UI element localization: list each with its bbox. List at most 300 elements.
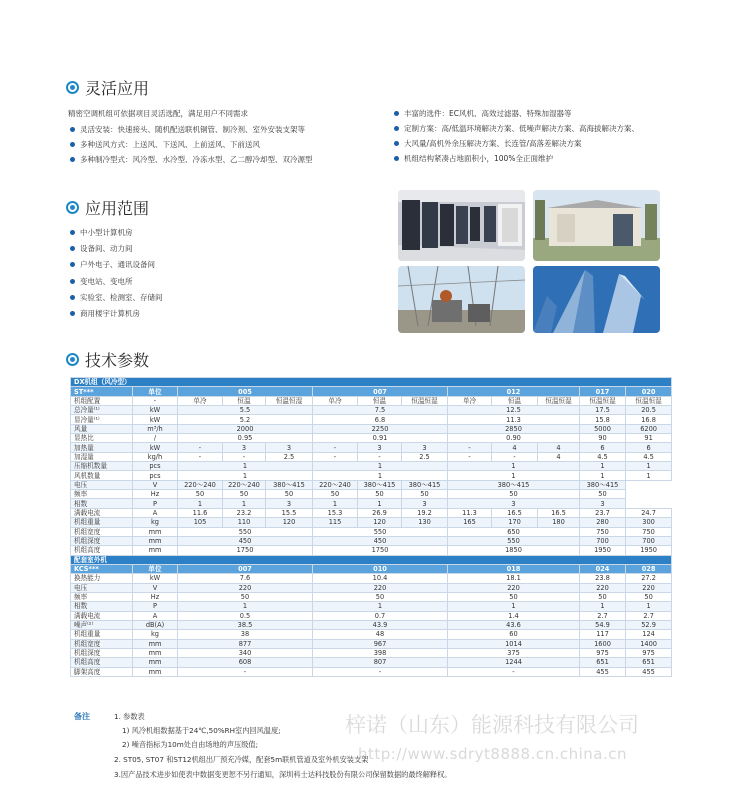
table-cell: 3 bbox=[266, 499, 313, 508]
table-cell: 0.7 bbox=[313, 611, 448, 620]
table-header-row bbox=[71, 387, 672, 396]
list-item: 多种送风方式：上送风、下送风、上前送风、下前送风 bbox=[68, 137, 313, 152]
note-line: 3.因产品技术进步如使表中数据变更恕不另行通知，深圳科士达科技股份有限公司保留数据的最终解释权。 bbox=[114, 770, 452, 779]
table-cell: 115 bbox=[313, 518, 358, 527]
table-cell: 877 bbox=[178, 639, 313, 648]
row-label: 机组高度 bbox=[71, 546, 133, 555]
table-cell: 恒温恒湿 bbox=[538, 396, 580, 405]
table-cell: 43.6 bbox=[448, 620, 580, 629]
table-cell: 1 bbox=[448, 602, 580, 611]
table-cell: 50 bbox=[358, 490, 402, 499]
table-cell: / bbox=[133, 434, 178, 443]
table-cell: 124 bbox=[626, 630, 672, 639]
table-cell: 300 bbox=[626, 518, 672, 527]
section-title-flexible bbox=[66, 76, 149, 99]
table-cell: 50 bbox=[178, 490, 223, 499]
table-cell: 18.1 bbox=[448, 574, 580, 583]
table-cell: 3 bbox=[402, 443, 448, 452]
table-cell: 0.90 bbox=[448, 434, 580, 443]
table-cell: m³/h bbox=[133, 424, 178, 433]
list-item: 中小型计算机房 bbox=[68, 225, 163, 241]
table-cell: 3 bbox=[402, 499, 448, 508]
table-cell: 2.7 bbox=[626, 611, 672, 620]
table-cell: 1 bbox=[178, 499, 223, 508]
table-row bbox=[71, 508, 672, 517]
table-cell: 24.7 bbox=[626, 508, 672, 517]
table-cell: 380～415 bbox=[358, 480, 402, 489]
table-cell: kW bbox=[133, 443, 178, 452]
table-cell: - bbox=[358, 452, 402, 461]
table-cell: 1950 bbox=[626, 546, 672, 555]
table-row bbox=[71, 602, 672, 611]
table-row bbox=[71, 518, 672, 527]
table-header-row bbox=[71, 564, 672, 573]
table-cell: 380～415 bbox=[266, 480, 313, 489]
table-cell: mm bbox=[133, 536, 178, 545]
table-cell: 975 bbox=[626, 648, 672, 657]
row-label: 机组宽度 bbox=[71, 639, 133, 648]
table-row bbox=[71, 480, 672, 489]
table-cell: 220 bbox=[448, 583, 580, 592]
scope-list bbox=[68, 225, 163, 322]
table-cell: 单位 bbox=[133, 564, 178, 573]
table-cell: 007 bbox=[313, 387, 448, 396]
row-label: 显热比 bbox=[71, 434, 133, 443]
table-cell: 010 bbox=[313, 564, 448, 573]
row-label: 机组重量 bbox=[71, 518, 133, 527]
table-row bbox=[71, 452, 672, 461]
table-cell: 15.8 bbox=[580, 415, 626, 424]
table-cell: kg/h bbox=[133, 452, 178, 461]
table-cell: 1 bbox=[313, 471, 448, 480]
table-cell: 12.5 bbox=[448, 406, 580, 415]
table-cell: 恒温 bbox=[358, 396, 402, 405]
table-cell: mm bbox=[133, 667, 178, 676]
table-cell: 220～240 bbox=[313, 480, 358, 489]
table-cell: 1 bbox=[448, 462, 580, 471]
table-cell: 2.5 bbox=[402, 452, 448, 461]
table-cell: 恒温恒湿 bbox=[580, 396, 626, 405]
table-cell: 110 bbox=[223, 518, 266, 527]
table-section-header bbox=[71, 555, 672, 564]
table-cell: 120 bbox=[266, 518, 313, 527]
table-cell: mm bbox=[133, 639, 178, 648]
row-label: 机组宽度 bbox=[71, 527, 133, 536]
table-cell: 967 bbox=[313, 639, 448, 648]
table-cell: 50 bbox=[580, 592, 626, 601]
table-row bbox=[71, 443, 672, 452]
table-cell: 220 bbox=[178, 583, 313, 592]
table-cell: 975 bbox=[580, 648, 626, 657]
row-label: 风机数量 bbox=[71, 471, 133, 480]
table-cell: P bbox=[133, 499, 178, 508]
row-label: 机组深度 bbox=[71, 648, 133, 657]
row-label: 风量 bbox=[71, 424, 133, 433]
table-row bbox=[71, 574, 672, 583]
table-cell: 5.5 bbox=[178, 406, 313, 415]
table-cell: 5000 bbox=[580, 424, 626, 433]
table-cell: kW bbox=[133, 574, 178, 583]
table-cell: 1.4 bbox=[448, 611, 580, 620]
table-cell: 220 bbox=[313, 583, 448, 592]
notes-label: 备注 bbox=[74, 712, 90, 721]
table-cell: - bbox=[448, 443, 492, 452]
row-label: 加湿量 bbox=[71, 452, 133, 461]
table-cell: 1 bbox=[580, 471, 626, 480]
table-row bbox=[71, 620, 672, 629]
table-cell: 20.5 bbox=[626, 406, 672, 415]
table-cell: 1 bbox=[626, 602, 672, 611]
row-label: 显冷量⁽¹⁾ bbox=[71, 415, 133, 424]
table-cell: 7.6 bbox=[178, 574, 313, 583]
table-row bbox=[71, 592, 672, 601]
table-cell: 130 bbox=[402, 518, 448, 527]
table-cell: mm bbox=[133, 546, 178, 555]
table-cell: 220～240 bbox=[178, 480, 223, 489]
table-cell: 11.3 bbox=[448, 508, 492, 517]
table-cell: 375 bbox=[448, 648, 580, 657]
table-cell: 1950 bbox=[580, 546, 626, 555]
table-cell: kW bbox=[133, 415, 178, 424]
list-item: 设备间、动力间 bbox=[68, 241, 163, 257]
table-row bbox=[71, 415, 672, 424]
table-row bbox=[71, 583, 672, 592]
list-item: 户外电子、通讯设备间 bbox=[68, 257, 163, 273]
table-row bbox=[71, 611, 672, 620]
table-cell: 220 bbox=[580, 583, 626, 592]
row-label: 配套室外机 bbox=[71, 555, 672, 564]
table-row bbox=[71, 396, 672, 405]
table-cell: 608 bbox=[178, 658, 313, 667]
list-item: 实验室、检测室、存储间 bbox=[68, 290, 163, 306]
table-cell: 455 bbox=[626, 667, 672, 676]
table-cell: 11.3 bbox=[448, 415, 580, 424]
row-label: ST*** bbox=[71, 387, 133, 396]
table-cell: 19.2 bbox=[402, 508, 448, 517]
table-cell: 恒温 bbox=[223, 396, 266, 405]
list-item: 丰富的选件：EC风机、高效过滤器、特殊加湿器等 bbox=[392, 106, 639, 121]
table-cell: pcs bbox=[133, 471, 178, 480]
table-cell: 43.9 bbox=[313, 620, 448, 629]
photo-server-room bbox=[398, 190, 525, 261]
row-label: 电压 bbox=[71, 583, 133, 592]
row-label: 相数 bbox=[71, 602, 133, 611]
table-cell: 2.5 bbox=[266, 452, 313, 461]
table-cell: 0.95 bbox=[178, 434, 313, 443]
list-item bbox=[392, 136, 639, 151]
table-cell: 380～415 bbox=[580, 480, 626, 489]
table-row bbox=[71, 490, 672, 499]
table-cell: 005 bbox=[178, 387, 313, 396]
table-cell: 750 bbox=[580, 527, 626, 536]
table-cell: 15.3 bbox=[313, 508, 358, 517]
table-cell: 650 bbox=[448, 527, 580, 536]
table-cell: 3 bbox=[266, 443, 313, 452]
row-label: KCS*** bbox=[71, 564, 133, 573]
table-cell: 1 bbox=[178, 462, 313, 471]
photo-outdoor-cabin bbox=[533, 190, 660, 261]
row-label: 频率 bbox=[71, 490, 133, 499]
table-cell: dB(A) bbox=[133, 620, 178, 629]
table-cell: - bbox=[313, 667, 448, 676]
table-cell: 0.5 bbox=[178, 611, 313, 620]
list-item: 多种制冷型式：风冷型、水冷型、冷冻水型、乙二醇冷却型、双冷源型 bbox=[68, 152, 313, 167]
table-cell: 117 bbox=[580, 630, 626, 639]
spec-table-body bbox=[71, 378, 672, 677]
watermark-company: 梓诺（山东）能源科技有限公司 bbox=[345, 713, 639, 737]
table-cell: 10.4 bbox=[313, 574, 448, 583]
row-label: 噪声⁽²⁾ bbox=[71, 620, 133, 629]
table-row bbox=[71, 424, 672, 433]
table-cell: 50 bbox=[313, 490, 358, 499]
row-label: 满载电流 bbox=[71, 508, 133, 517]
table-row bbox=[71, 499, 672, 508]
table-cell: 50 bbox=[448, 592, 580, 601]
table-cell: 单位 bbox=[133, 387, 178, 396]
table-cell: 170 bbox=[492, 518, 538, 527]
table-cell: 4.5 bbox=[626, 452, 672, 461]
list-item: 变电站、变电所 bbox=[68, 274, 163, 290]
table-cell: 50 bbox=[448, 490, 580, 499]
table-cell: 50 bbox=[626, 592, 672, 601]
table-cell: 91 bbox=[626, 434, 672, 443]
table-cell: 1 bbox=[626, 462, 672, 471]
spec-table bbox=[70, 377, 672, 677]
table-cell: 50 bbox=[223, 490, 266, 499]
table-cell: 550 bbox=[313, 527, 448, 536]
list-item: 灵活安装：快速接头、随机配送联机铜管、制冷剂、室外安装支架等 bbox=[68, 122, 313, 137]
table-cell: kg bbox=[133, 518, 178, 527]
table-cell: 550 bbox=[178, 527, 313, 536]
table-cell: 165 bbox=[448, 518, 492, 527]
table-cell: 1014 bbox=[448, 639, 580, 648]
circle-bullet-icon bbox=[66, 353, 79, 366]
table-cell: 012 bbox=[448, 387, 580, 396]
table-cell: Hz bbox=[133, 490, 178, 499]
table-cell: 27.2 bbox=[626, 574, 672, 583]
table-cell: V bbox=[133, 583, 178, 592]
table-cell: 1600 bbox=[580, 639, 626, 648]
table-cell: 1 bbox=[313, 462, 448, 471]
table-cell: 1 bbox=[358, 499, 402, 508]
table-cell: 5.2 bbox=[178, 415, 313, 424]
table-cell: 17.5 bbox=[580, 406, 626, 415]
table-cell: 651 bbox=[580, 658, 626, 667]
table-cell: 60 bbox=[448, 630, 580, 639]
table-cell: - bbox=[492, 452, 538, 461]
table-cell: 028 bbox=[626, 564, 672, 573]
row-label: 加热量 bbox=[71, 443, 133, 452]
row-label: 满载电流 bbox=[71, 611, 133, 620]
table-cell: 1 bbox=[626, 471, 672, 480]
table-cell: 1 bbox=[580, 602, 626, 611]
row-label: 总冷量⁽¹⁾ bbox=[71, 406, 133, 415]
table-cell: pcs bbox=[133, 462, 178, 471]
row-label: 压缩机数量 bbox=[71, 462, 133, 471]
row-label: 机组深度 bbox=[71, 536, 133, 545]
table-cell: A bbox=[133, 508, 178, 517]
note-line: 2) 噪音指标为10m处自由场地的声压级值; bbox=[122, 740, 259, 749]
table-cell: 50 bbox=[402, 490, 448, 499]
table-cell: 220～240 bbox=[223, 480, 266, 489]
row-label: 电压 bbox=[71, 480, 133, 489]
table-cell: 1 bbox=[178, 602, 313, 611]
table-cell: 50 bbox=[313, 592, 448, 601]
section-title-text: 技术参数 bbox=[85, 351, 150, 370]
table-cell: 16.5 bbox=[492, 508, 538, 517]
table-cell: 4.5 bbox=[580, 452, 626, 461]
table-cell: 恒温 bbox=[492, 396, 538, 405]
table-cell: 1244 bbox=[448, 658, 580, 667]
table-cell: 340 bbox=[178, 648, 313, 657]
list-item: 定制方案：高/低温环境解决方案、低噪声解决方案、高海拔解决方案、 bbox=[392, 121, 639, 136]
table-cell: - bbox=[313, 443, 358, 452]
circle-bullet-icon bbox=[66, 81, 79, 94]
table-cell: 120 bbox=[358, 518, 402, 527]
table-cell: mm bbox=[133, 527, 178, 536]
table-cell: 恒温恒湿 bbox=[402, 396, 448, 405]
table-cell: 2000 bbox=[178, 424, 313, 433]
circle-bullet-icon bbox=[66, 201, 79, 214]
table-cell: 1 bbox=[313, 499, 358, 508]
table-cell: 单冷 bbox=[448, 396, 492, 405]
table-cell: 48 bbox=[313, 630, 448, 639]
table-cell: - bbox=[178, 443, 223, 452]
table-cell: A bbox=[133, 611, 178, 620]
table-row bbox=[71, 546, 672, 555]
table-cell: 4 bbox=[538, 452, 580, 461]
row-label: 机组重量 bbox=[71, 630, 133, 639]
table-cell: 23.2 bbox=[223, 508, 266, 517]
table-cell: 3 bbox=[358, 443, 402, 452]
table-cell: kg bbox=[133, 630, 178, 639]
table-cell: 7.5 bbox=[313, 406, 448, 415]
table-cell: 450 bbox=[178, 536, 313, 545]
table-cell: - bbox=[448, 452, 492, 461]
section-title-scope bbox=[66, 196, 149, 219]
table-cell: Hz bbox=[133, 592, 178, 601]
table-cell: 105 bbox=[178, 518, 223, 527]
table-cell: 50 bbox=[178, 592, 313, 601]
list-item-continued: 大风量/高机外余压解决方案、长连管/高落差解决方案 bbox=[404, 139, 582, 148]
section-title-tech bbox=[66, 348, 149, 371]
table-cell: 3 bbox=[580, 499, 626, 508]
table-cell: - bbox=[178, 667, 313, 676]
table-cell: - bbox=[223, 452, 266, 461]
table-cell: 700 bbox=[580, 536, 626, 545]
table-row bbox=[71, 639, 672, 648]
row-label: 机组配置 bbox=[71, 396, 133, 405]
table-cell: 280 bbox=[580, 518, 626, 527]
table-cell: 220 bbox=[626, 583, 672, 592]
table-cell: 380～415 bbox=[448, 480, 580, 489]
table-cell: 1750 bbox=[313, 546, 448, 555]
table-cell: kW bbox=[133, 406, 178, 415]
table-section-header bbox=[71, 378, 672, 387]
table-cell: 6 bbox=[626, 443, 672, 452]
table-cell: V bbox=[133, 480, 178, 489]
table-cell: 16.8 bbox=[626, 415, 672, 424]
table-cell: 54.9 bbox=[580, 620, 626, 629]
table-cell: 651 bbox=[626, 658, 672, 667]
table-cell: 1850 bbox=[448, 546, 580, 555]
table-row bbox=[71, 471, 672, 480]
row-label: 相数 bbox=[71, 499, 133, 508]
table-cell: 750 bbox=[626, 527, 672, 536]
table-cell: 180 bbox=[538, 518, 580, 527]
table-cell: mm bbox=[133, 658, 178, 667]
table-cell: 0.91 bbox=[313, 434, 448, 443]
table-cell: 26.9 bbox=[358, 508, 402, 517]
table-row bbox=[71, 630, 672, 639]
table-cell: 3 bbox=[448, 499, 580, 508]
table-row bbox=[71, 434, 672, 443]
list-item: 机组结构紧凑占地面积小，100%全正面维护 bbox=[392, 151, 639, 166]
list-item: 商用楼宇计算机房 bbox=[68, 306, 163, 322]
table-row bbox=[71, 527, 672, 536]
row-label: 脚架高度 bbox=[71, 667, 133, 676]
table-cell: 2850 bbox=[448, 424, 580, 433]
table-cell: 38.5 bbox=[178, 620, 313, 629]
table-cell: 11.6 bbox=[178, 508, 223, 517]
table-cell: - bbox=[178, 452, 223, 461]
table-cell: 1 bbox=[178, 471, 313, 480]
table-cell: 1 bbox=[580, 462, 626, 471]
table-cell: 1 bbox=[313, 602, 448, 611]
table-cell: 单冷 bbox=[313, 396, 358, 405]
table-cell: - bbox=[448, 667, 580, 676]
table-cell: 807 bbox=[313, 658, 448, 667]
table-cell: 007 bbox=[178, 564, 313, 573]
table-cell: 380～415 bbox=[402, 480, 448, 489]
table-cell: 6.8 bbox=[313, 415, 448, 424]
table-cell: mm bbox=[133, 648, 178, 657]
table-cell: 16.5 bbox=[538, 508, 580, 517]
note-line: 1. 参数表 bbox=[114, 712, 145, 721]
row-label: DX机组（风冷型） bbox=[71, 378, 672, 387]
table-cell: 单冷 bbox=[178, 396, 223, 405]
table-cell: 024 bbox=[580, 564, 626, 573]
table-cell: 2250 bbox=[313, 424, 448, 433]
table-cell: 1 bbox=[223, 499, 266, 508]
table-cell: 4 bbox=[538, 443, 580, 452]
row-label: 频率 bbox=[71, 592, 133, 601]
table-cell: 550 bbox=[448, 536, 580, 545]
table-cell: 455 bbox=[580, 667, 626, 676]
table-cell: 2.7 bbox=[580, 611, 626, 620]
table-cell: 1 bbox=[448, 471, 580, 480]
left-bullet-list bbox=[68, 122, 313, 167]
table-cell: 3 bbox=[223, 443, 266, 452]
table-row bbox=[71, 462, 672, 471]
section-title-text: 灵活应用 bbox=[85, 79, 150, 98]
table-row bbox=[71, 658, 672, 667]
table-cell: 020 bbox=[626, 387, 672, 396]
section-intro: 精密空调机组可依据项目灵活选配，满足用户不同需求 bbox=[68, 109, 248, 118]
table-row bbox=[71, 648, 672, 657]
table-row bbox=[71, 536, 672, 545]
right-bullet-list bbox=[392, 106, 639, 166]
note-line: 1) 风冷机组数据基于24℃,50%RH室内回风温度; bbox=[122, 726, 281, 735]
table-cell: 50 bbox=[580, 490, 626, 499]
table-cell: P bbox=[133, 602, 178, 611]
table-cell: 38 bbox=[178, 630, 313, 639]
photo-office-building bbox=[533, 266, 660, 333]
table-row bbox=[71, 667, 672, 676]
row-label: 机组高度 bbox=[71, 658, 133, 667]
table-cell: 398 bbox=[313, 648, 448, 657]
note-line: 2. ST05, ST07 和ST12机组出厂预充冷媒，配套5m联机管道及室外机安装支架 bbox=[114, 755, 369, 764]
